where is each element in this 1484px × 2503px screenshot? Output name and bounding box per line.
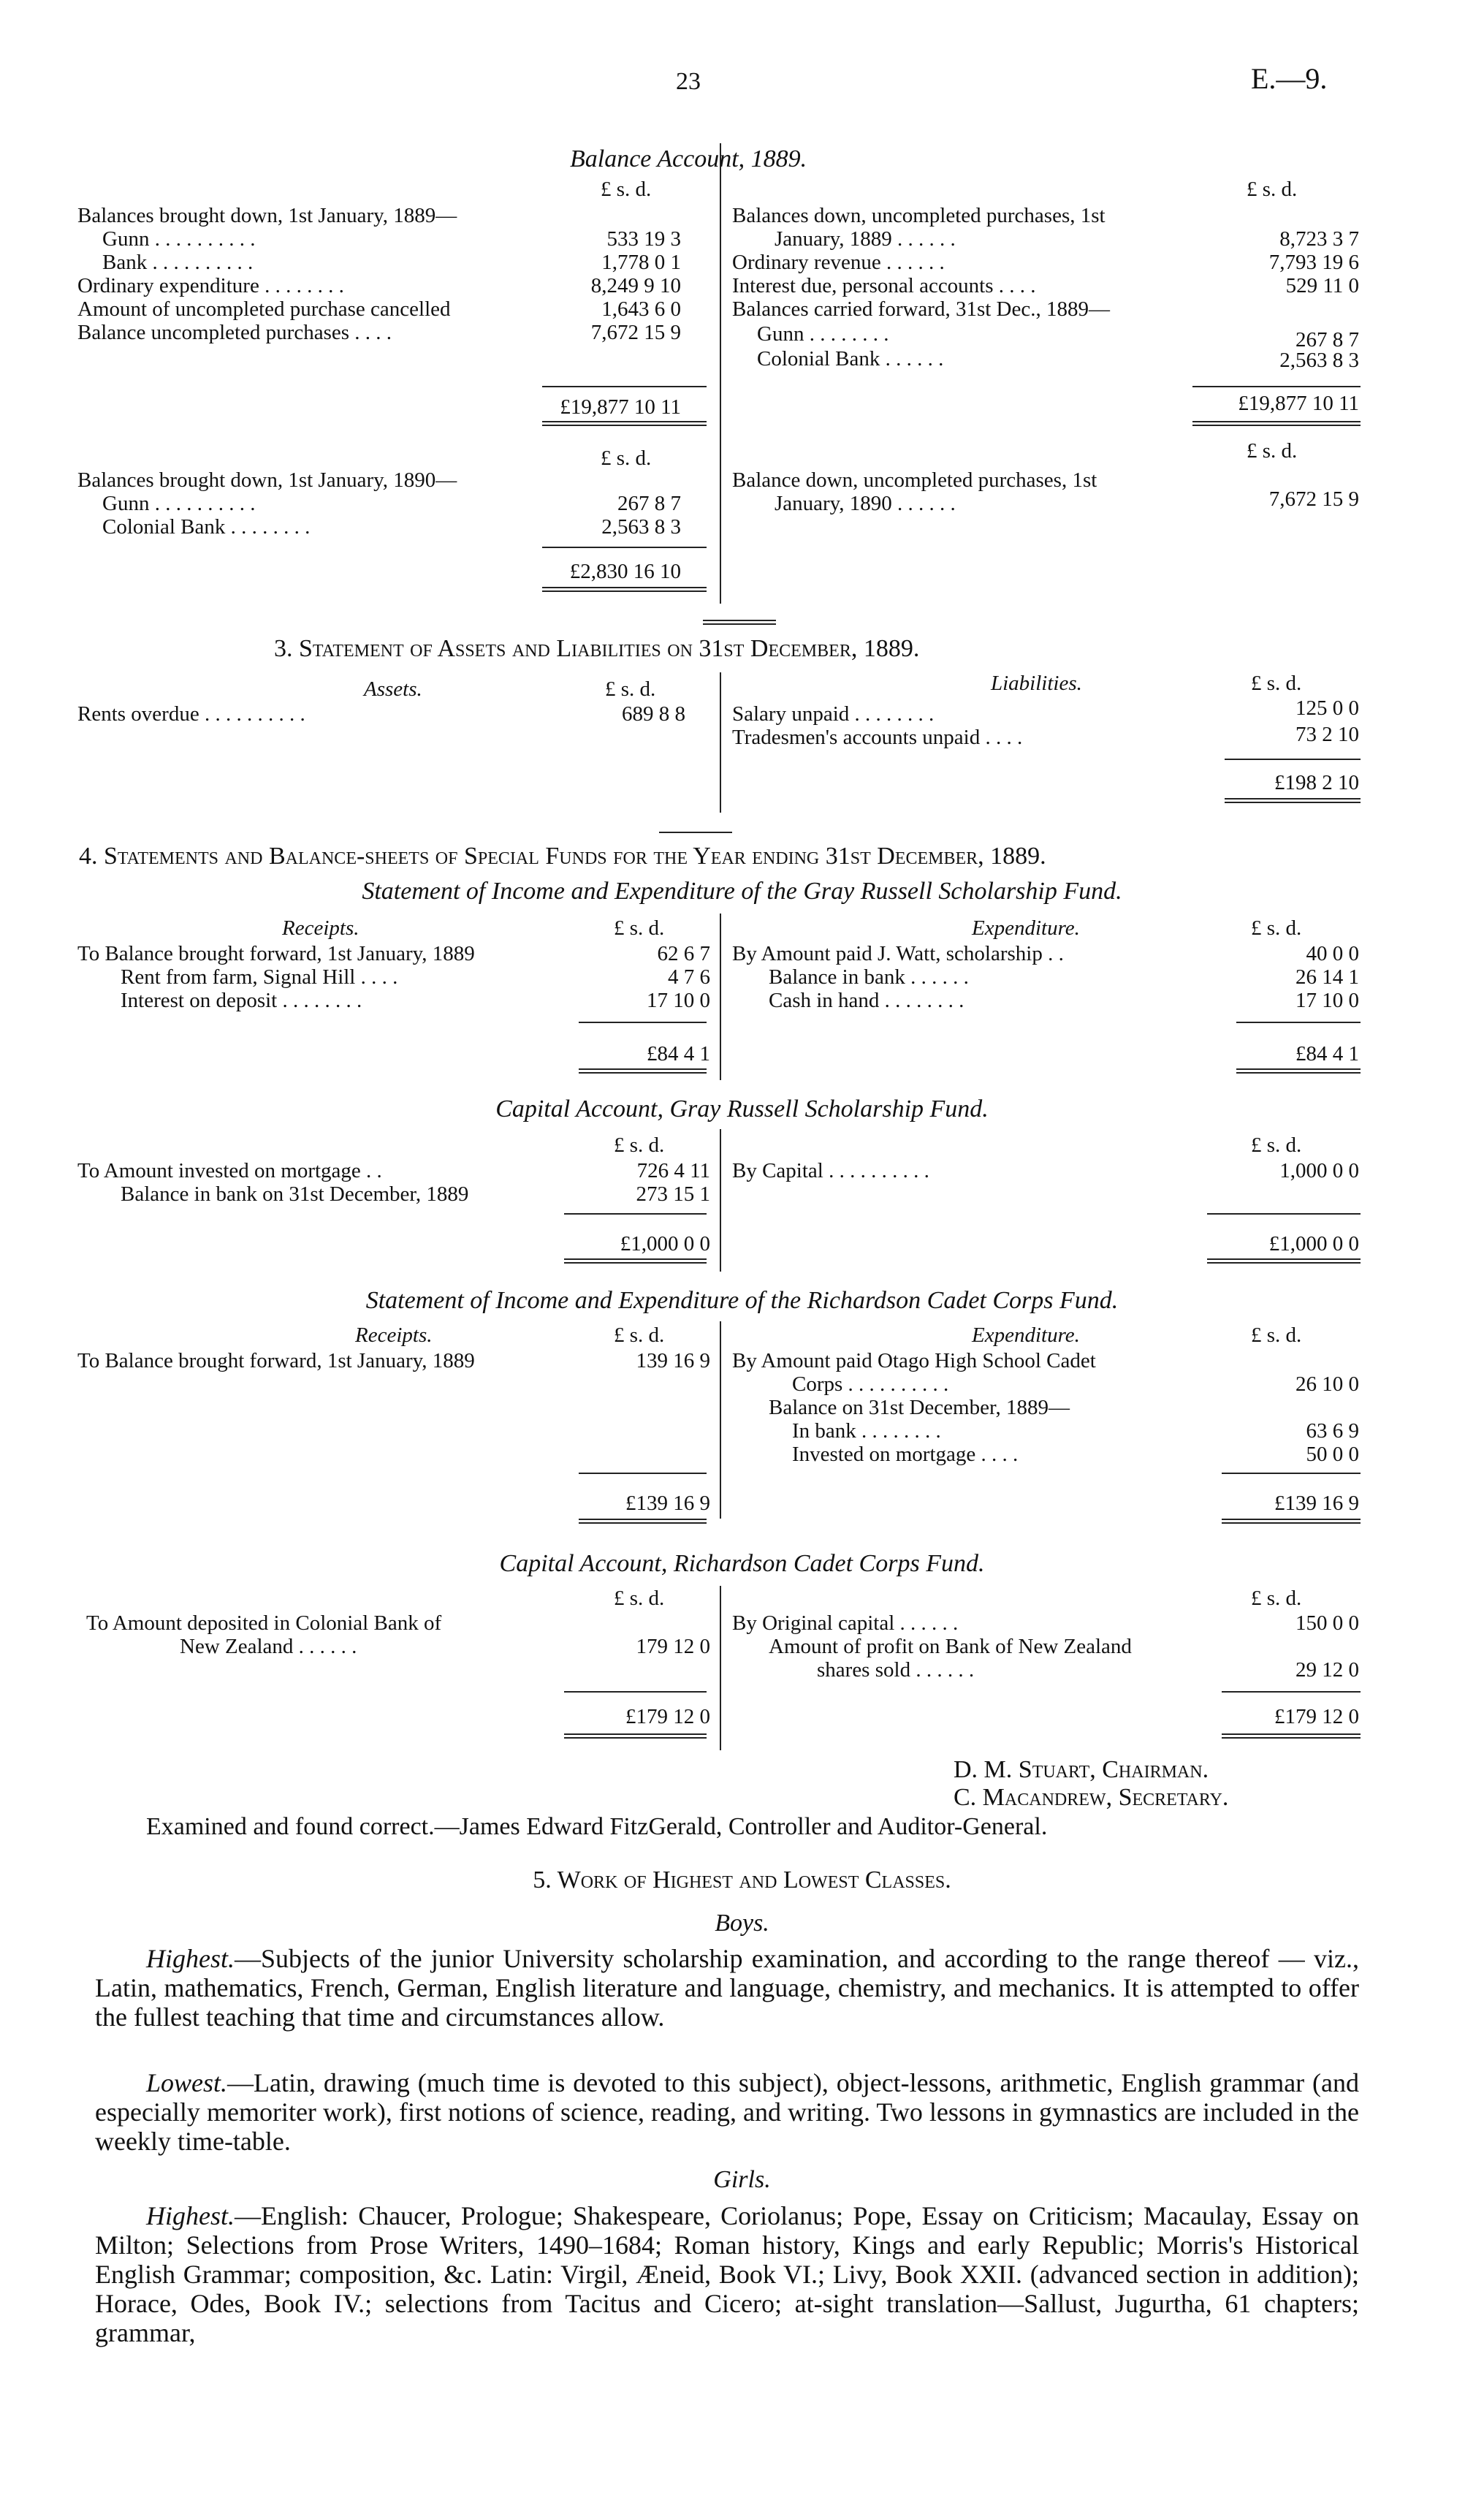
paragraph-lead: Lowest. [146, 2068, 228, 2097]
asset-label: Rents overdue . . . . . . . . . . [77, 702, 305, 726]
rule [1236, 1022, 1361, 1023]
liabilities-heading: Liabilities. [991, 672, 1082, 695]
assets-heading: Assets. [364, 677, 422, 701]
page-number: 23 [676, 68, 701, 95]
balance-cr-label: Ordinary revenue . . . . . . [732, 251, 945, 274]
secretary-signature: C. Macandrew, Secretary. [954, 1784, 1229, 1811]
balance-cr-label: Gunn . . . . . . . . [757, 322, 889, 346]
rc-expenditure-amount: 26 10 0 [1295, 1372, 1359, 1396]
rc-expenditure-label: Corps . . . . . . . . . . [792, 1372, 949, 1396]
receipts-heading: Receipts. [355, 1323, 433, 1347]
rc-expenditure-amount: 63 6 9 [1306, 1419, 1359, 1443]
paragraph-text: —English: Chaucer, Prologue; Shakespeare, Coriolanus; Pope, Essay on Criticism; Macaulay, Essay on Milton; Selections from Prose Writers, 1490–1684; Roman history, Kings and early Republic; Morris's Historical English Grammar; composition, &c. Latin: Virgil, Æneid, Book VI.; Livy, Book XXII. (advanced section in addition); Horace, Odes, Book IV.; selections from Tacitus and Cicero; at-sight translation—Sallust, Jugurtha, 61 chapters; grammar, [95, 2201, 1359, 2347]
balance-dr-label: Amount of uncompleted purchase cancelled [77, 297, 451, 321]
grc-left-amount: 726 4 11 [636, 1159, 710, 1182]
balance-lsd-left-2: £ s. d. [601, 447, 652, 470]
balance-dr2-label: Colonial Bank . . . . . . . . [102, 515, 311, 539]
rcc-total-right: £179 12 0 [1274, 1705, 1359, 1728]
rule [564, 1213, 707, 1215]
boys-highest-paragraph [95, 1944, 1359, 2032]
gr-total-right: £84 4 1 [1295, 1042, 1359, 1066]
rc-receipt-label: To Balance brought forward, 1st January, 1889 [77, 1349, 475, 1372]
rcc-right-amount: 150 0 0 [1295, 1611, 1359, 1635]
rc-divider [720, 1321, 721, 1519]
double-rule [1236, 1068, 1361, 1074]
gr-lsd-right: £ s. d. [1251, 916, 1302, 940]
asset-amount: 689 8 8 [622, 702, 685, 726]
section-separator [703, 620, 776, 625]
balance-cr2-label: Balance down, uncompleted purchases, 1st [732, 468, 1097, 492]
double-rule [542, 421, 707, 426]
balance-cr-label: Interest due, personal accounts . . . . [732, 274, 1036, 297]
balance-dr-label: Balance uncompleted purchases . . . . [77, 321, 392, 344]
gr-receipt-amount: 62 6 7 [657, 942, 710, 965]
balance-total-left: £19,877 10 11 [560, 395, 681, 419]
balance-cr-amount: 529 11 0 [1285, 274, 1359, 297]
richardson-income-title: Statement of Income and Expenditure of the Richardson Cadet Corps Fund. [365, 1287, 1119, 1314]
balance-cr-amount: 2,563 8 3 [1279, 349, 1359, 372]
balance-cr-amount: 7,793 19 6 [1268, 251, 1359, 274]
double-rule [1222, 1519, 1361, 1524]
balance-dr-label: Gunn . . . . . . . . . . [102, 227, 256, 251]
balance-dr-amount: 533 19 3 [606, 227, 681, 251]
gr-expenditure-label: Cash in hand . . . . . . . . [769, 989, 964, 1012]
rc-expenditure-amount: 50 0 0 [1306, 1443, 1359, 1466]
liabilities-total: £198 2 10 [1274, 771, 1359, 794]
rule [1222, 1473, 1361, 1474]
gr-expenditure-amount: 17 10 0 [1295, 989, 1359, 1012]
s3-divider [720, 672, 721, 813]
rule [542, 547, 707, 548]
section-3-title: 3. Statement of Assets and Liabilities on 31st December, 1889. [274, 635, 920, 662]
gr-receipt-label: Interest on deposit . . . . . . . . [121, 989, 362, 1012]
balance-cr2-label: January, 1890 . . . . . . [775, 492, 956, 515]
receipts-heading: Receipts. [282, 916, 359, 940]
gr-expenditure-label: Balance in bank . . . . . . [769, 965, 969, 989]
rcc-left-label: New Zealand . . . . . . [180, 1635, 357, 1658]
richardson-capital-title: Capital Account, Richardson Cadet Corps Fund. [499, 1550, 985, 1577]
grc-right-label: By Capital . . . . . . . . . . [732, 1159, 929, 1182]
gr-lsd-left: £ s. d. [614, 916, 665, 940]
section-separator [659, 832, 732, 833]
double-rule [564, 1258, 707, 1264]
balance-lsd-left: £ s. d. [601, 178, 652, 201]
balance-lsd-right-2: £ s. d. [1247, 439, 1298, 463]
section-5-title: 5. Work of Highest and Lowest Classes. [533, 1866, 951, 1894]
rule [579, 1022, 707, 1023]
rc-expenditure-label: By Amount paid Otago High School Cadet [732, 1349, 1096, 1372]
balance-dr-label: Balances brought down, 1st January, 1889— [77, 204, 457, 227]
rule [1192, 386, 1361, 387]
rule [1225, 759, 1361, 760]
rcc-lsd-left: £ s. d. [614, 1587, 665, 1610]
balance-dr-amount: 1,778 0 1 [601, 251, 681, 274]
grc-left-amount: 273 15 1 [636, 1182, 710, 1206]
rule [1207, 1213, 1361, 1215]
rule [579, 1473, 707, 1474]
double-rule [579, 1068, 707, 1074]
double-rule [1192, 421, 1361, 426]
gr-total-left: £84 4 1 [647, 1042, 710, 1066]
rc-total-right: £139 16 9 [1274, 1492, 1359, 1515]
balance-dr2-label: Balances brought down, 1st January, 1890— [77, 468, 457, 492]
balance-cr-label: Balances down, uncompleted purchases, 1st [732, 204, 1106, 227]
balance-cr2-amount: 7,672 15 9 [1268, 487, 1359, 511]
gr-receipt-amount: 4 7 6 [668, 965, 710, 989]
chairman-signature: D. M. Stuart, Chairman. [954, 1756, 1209, 1783]
rcc-left-label: To Amount deposited in Colonial Bank of [86, 1611, 442, 1635]
balance-dr-amount: 1,643 6 0 [601, 297, 681, 321]
gr-receipt-amount: 17 10 0 [647, 989, 710, 1012]
balance-cr-amount: 267 8 7 [1295, 328, 1359, 352]
auditor-statement: Examined and found correct.—James Edward FitzGerald, Controller and Auditor-General. [146, 1813, 1048, 1840]
balance-dr-label: Ordinary expenditure . . . . . . . . [77, 274, 344, 297]
double-rule [579, 1519, 707, 1524]
grc-total-left: £1,000 0 0 [620, 1232, 710, 1256]
rc-lsd-left: £ s. d. [614, 1323, 665, 1347]
document-reference: E.—9. [1251, 62, 1328, 95]
gr-divider [720, 914, 721, 1080]
balance-total-right: £19,877 10 11 [1238, 392, 1359, 415]
boys-heading: Boys. [715, 1910, 769, 1937]
balance-lsd-right: £ s. d. [1247, 178, 1298, 201]
grc-left-label: To Amount invested on mortgage . . [77, 1159, 382, 1182]
liability-label: Tradesmen's accounts unpaid . . . . [732, 726, 1023, 749]
rc-receipt-amount: 139 16 9 [636, 1349, 710, 1372]
expenditure-heading: Expenditure. [972, 916, 1080, 940]
balance-dr2-label: Gunn . . . . . . . . . . [102, 492, 256, 515]
balance-total-left-2: £2,830 16 10 [569, 560, 681, 583]
liability-amount: 73 2 10 [1295, 723, 1359, 746]
section-4-title: 4. Statements and Balance-sheets of Special Funds for the Year ending 31st December, 1889. [79, 843, 1046, 870]
rcc-right-label: Amount of profit on Bank of New Zealand [769, 1635, 1132, 1658]
paragraph-lead: Highest. [146, 2201, 235, 2230]
expenditure-heading: Expenditure. [972, 1323, 1080, 1347]
balance-dr2-amount: 267 8 7 [617, 492, 681, 515]
balance-cr-label: Balances carried forward, 31st Dec., 1889— [732, 297, 1110, 321]
balance-cr-label: Colonial Bank . . . . . . [757, 347, 944, 371]
gray-russell-income-title: Statement of Income and Expenditure of the Gray Russell Scholarship Fund. [362, 878, 1122, 905]
rule [1222, 1691, 1361, 1693]
grc-lsd-left: £ s. d. [614, 1133, 665, 1157]
rc-expenditure-label: Invested on mortgage . . . . [792, 1443, 1019, 1466]
rc-total-left: £139 16 9 [625, 1492, 710, 1515]
grc-right-amount: 1,000 0 0 [1279, 1159, 1359, 1182]
grc-divider [720, 1129, 721, 1272]
gr-expenditure-amount: 26 14 1 [1295, 965, 1359, 989]
gray-russell-capital-title: Capital Account, Gray Russell Scholarship Fund. [495, 1095, 989, 1123]
balance-dr-amount: 8,249 9 10 [590, 274, 681, 297]
grc-lsd-right: £ s. d. [1251, 1133, 1302, 1157]
rc-expenditure-label: In bank . . . . . . . . [792, 1419, 941, 1443]
double-rule [1207, 1258, 1361, 1264]
paragraph-lead: Highest. [146, 1944, 235, 1973]
s3-lsd-left: £ s. d. [605, 677, 656, 701]
gr-receipt-label: Rent from farm, Signal Hill . . . . [121, 965, 398, 989]
balance-cr-label: January, 1889 . . . . . . [775, 227, 956, 251]
girls-highest-paragraph [95, 2201, 1359, 2347]
rcc-right-label: shares sold . . . . . . [817, 1658, 975, 1682]
rcc-divider [720, 1586, 721, 1750]
liability-label: Salary unpaid . . . . . . . . [732, 702, 935, 726]
rule [542, 386, 707, 387]
balance-dr-amount: 7,672 15 9 [590, 321, 681, 344]
rcc-left-amount: 179 12 0 [636, 1635, 710, 1658]
rcc-lsd-right: £ s. d. [1251, 1587, 1302, 1610]
balance-divider [720, 143, 721, 604]
double-rule [564, 1733, 707, 1739]
gr-expenditure-amount: 40 0 0 [1306, 942, 1359, 965]
rc-lsd-right: £ s. d. [1251, 1323, 1302, 1347]
paragraph-text: —Subjects of the junior University scholarship examination, and according to the range thereof — viz., Latin, mathematics, French, German, English literature and language, chemistry, and mechanics. It is attempted to offer the fullest teaching that time and circumstances allow. [95, 1944, 1359, 2032]
double-rule [1222, 1733, 1361, 1739]
rule [564, 1691, 707, 1693]
rcc-right-amount: 29 12 0 [1295, 1658, 1359, 1682]
gr-expenditure-label: By Amount paid J. Watt, scholarship . . [732, 942, 1064, 965]
boys-lowest-paragraph [95, 2068, 1359, 2156]
double-rule [1225, 798, 1361, 803]
girls-heading: Girls. [713, 2166, 771, 2193]
grc-total-right: £1,000 0 0 [1268, 1232, 1359, 1256]
gr-receipt-label: To Balance brought forward, 1st January, 1889 [77, 942, 475, 965]
balance-dr2-amount: 2,563 8 3 [601, 515, 681, 539]
balance-cr-amount: 8,723 3 7 [1279, 227, 1359, 251]
double-rule [542, 587, 707, 592]
rcc-total-left: £179 12 0 [625, 1705, 710, 1728]
rcc-right-label: By Original capital . . . . . . [732, 1611, 959, 1635]
grc-left-label: Balance in bank on 31st December, 1889 [121, 1182, 469, 1206]
balance-dr-label: Bank . . . . . . . . . . [102, 251, 254, 274]
liability-amount: 125 0 0 [1295, 696, 1359, 720]
s3-lsd-right: £ s. d. [1251, 672, 1302, 695]
rc-expenditure-label: Balance on 31st December, 1889— [769, 1396, 1070, 1419]
balance-account-title: Balance Account, 1889. [570, 145, 807, 172]
paragraph-text: —Latin, drawing (much time is devoted to this subject), object-lessons, arithmetic, English grammar (and especially memoriter work), first notions of science, reading, and writing. Two lessons in gymnastics are included in the weekly time-table. [95, 2068, 1359, 2156]
